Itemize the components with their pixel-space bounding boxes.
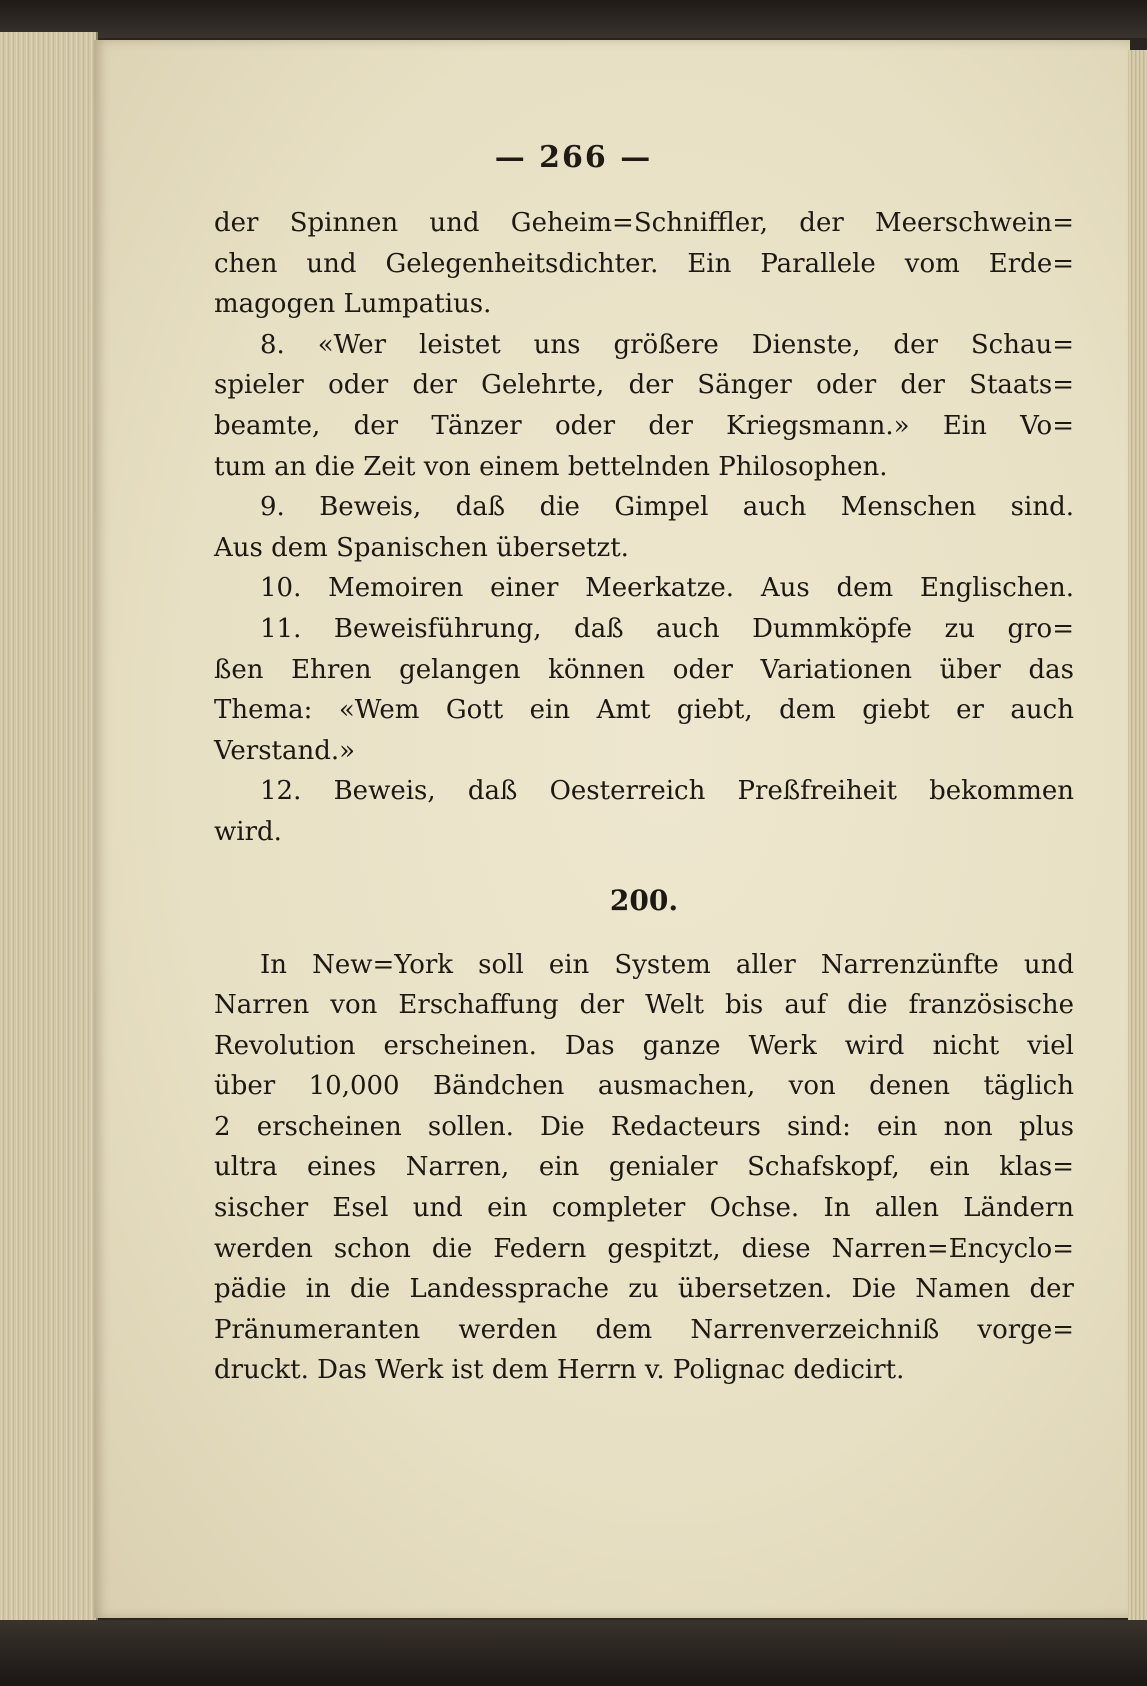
text-line: der Spinnen und Geheim=Schniffler, der Meerschwein=: [214, 208, 1074, 238]
page-number: — 266 —: [494, 140, 653, 175]
text-line: magogen Lumpatius.: [214, 289, 492, 320]
text-line: beamte, der Tänzer oder der Kriegsmann.» Ein Vo=: [214, 410, 1074, 441]
text-line: wird.: [214, 816, 282, 847]
text-line: chen und Gelegenheitsdichter. Ein Parallele vom Erde=: [214, 248, 1074, 279]
paragraph-line: In New=York soll ein System aller Narrenzünfte und: [260, 949, 1074, 980]
paragraph-line: Revolution erscheinen. Das ganze Werk wird nicht viel: [214, 1030, 1074, 1061]
text-line: tum an die Zeit von einem bettelnden Philosophen.: [214, 451, 888, 482]
page-stack-left: [0, 32, 98, 1627]
paragraph-line: sischer Esel und ein completer Ochse. In allen Ländern: [214, 1193, 1074, 1224]
text-line: ßen Ehren gelangen können oder Variationen über das: [214, 654, 1074, 685]
paragraph-line: ultra eines Narren, ein genialer Schafskopf, ein klas=: [214, 1152, 1074, 1183]
list-item-9: 9. Beweis, daß die Gimpel auch Menschen sind.: [260, 492, 1074, 523]
book-cover-bottom: [0, 1620, 1147, 1686]
paragraph-line: 2 erscheinen sollen. Die Redacteurs sind: ein non plus: [214, 1111, 1074, 1142]
paragraph-line: werden schon die Federn gespitzt, diese Narren=Encyclo=: [214, 1233, 1074, 1264]
page-edge-right: [1128, 50, 1147, 1620]
text-line: spieler oder der Gelehrte, der Sänger oder der Staats=: [214, 370, 1074, 401]
text-line: Verstand.»: [214, 735, 356, 766]
list-item-8: 8. «Wer leistet uns größere Dienste, der Schau=: [260, 329, 1074, 360]
paragraph-line: über 10,000 Bändchen ausmachen, von denen täglich: [214, 1071, 1074, 1102]
paragraph-line: Pränumeranten werden dem Narrenverzeichniß vorge=: [214, 1314, 1074, 1345]
list-item-10: 10. Memoiren einer Meerkatze. Aus dem Englischen.: [260, 573, 1074, 604]
text-line: Aus dem Spanischen übersetzt.: [214, 532, 629, 563]
paragraph-line: pädie in die Landessprache zu übersetzen. Die Namen der: [214, 1274, 1074, 1305]
page-text: [214, 203, 1074, 1391]
list-item-12: 12. Beweis, daß Oesterreich Preßfreiheit bekommen: [260, 776, 1074, 807]
paragraph-line: druckt. Das Werk ist dem Herrn v. Polignac dedicirt.: [214, 1355, 905, 1386]
text-line: Thema: «Wem Gott ein Amt giebt, dem giebt er auch: [214, 695, 1074, 726]
paragraph-line: Narren von Erschaffung der Welt bis auf die französische: [214, 990, 1074, 1021]
list-item-11: 11. Beweisführung, daß auch Dummköpfe zu gro=: [260, 613, 1074, 644]
section-heading: 200.: [609, 883, 679, 917]
book-cover-top: [0, 0, 1147, 38]
